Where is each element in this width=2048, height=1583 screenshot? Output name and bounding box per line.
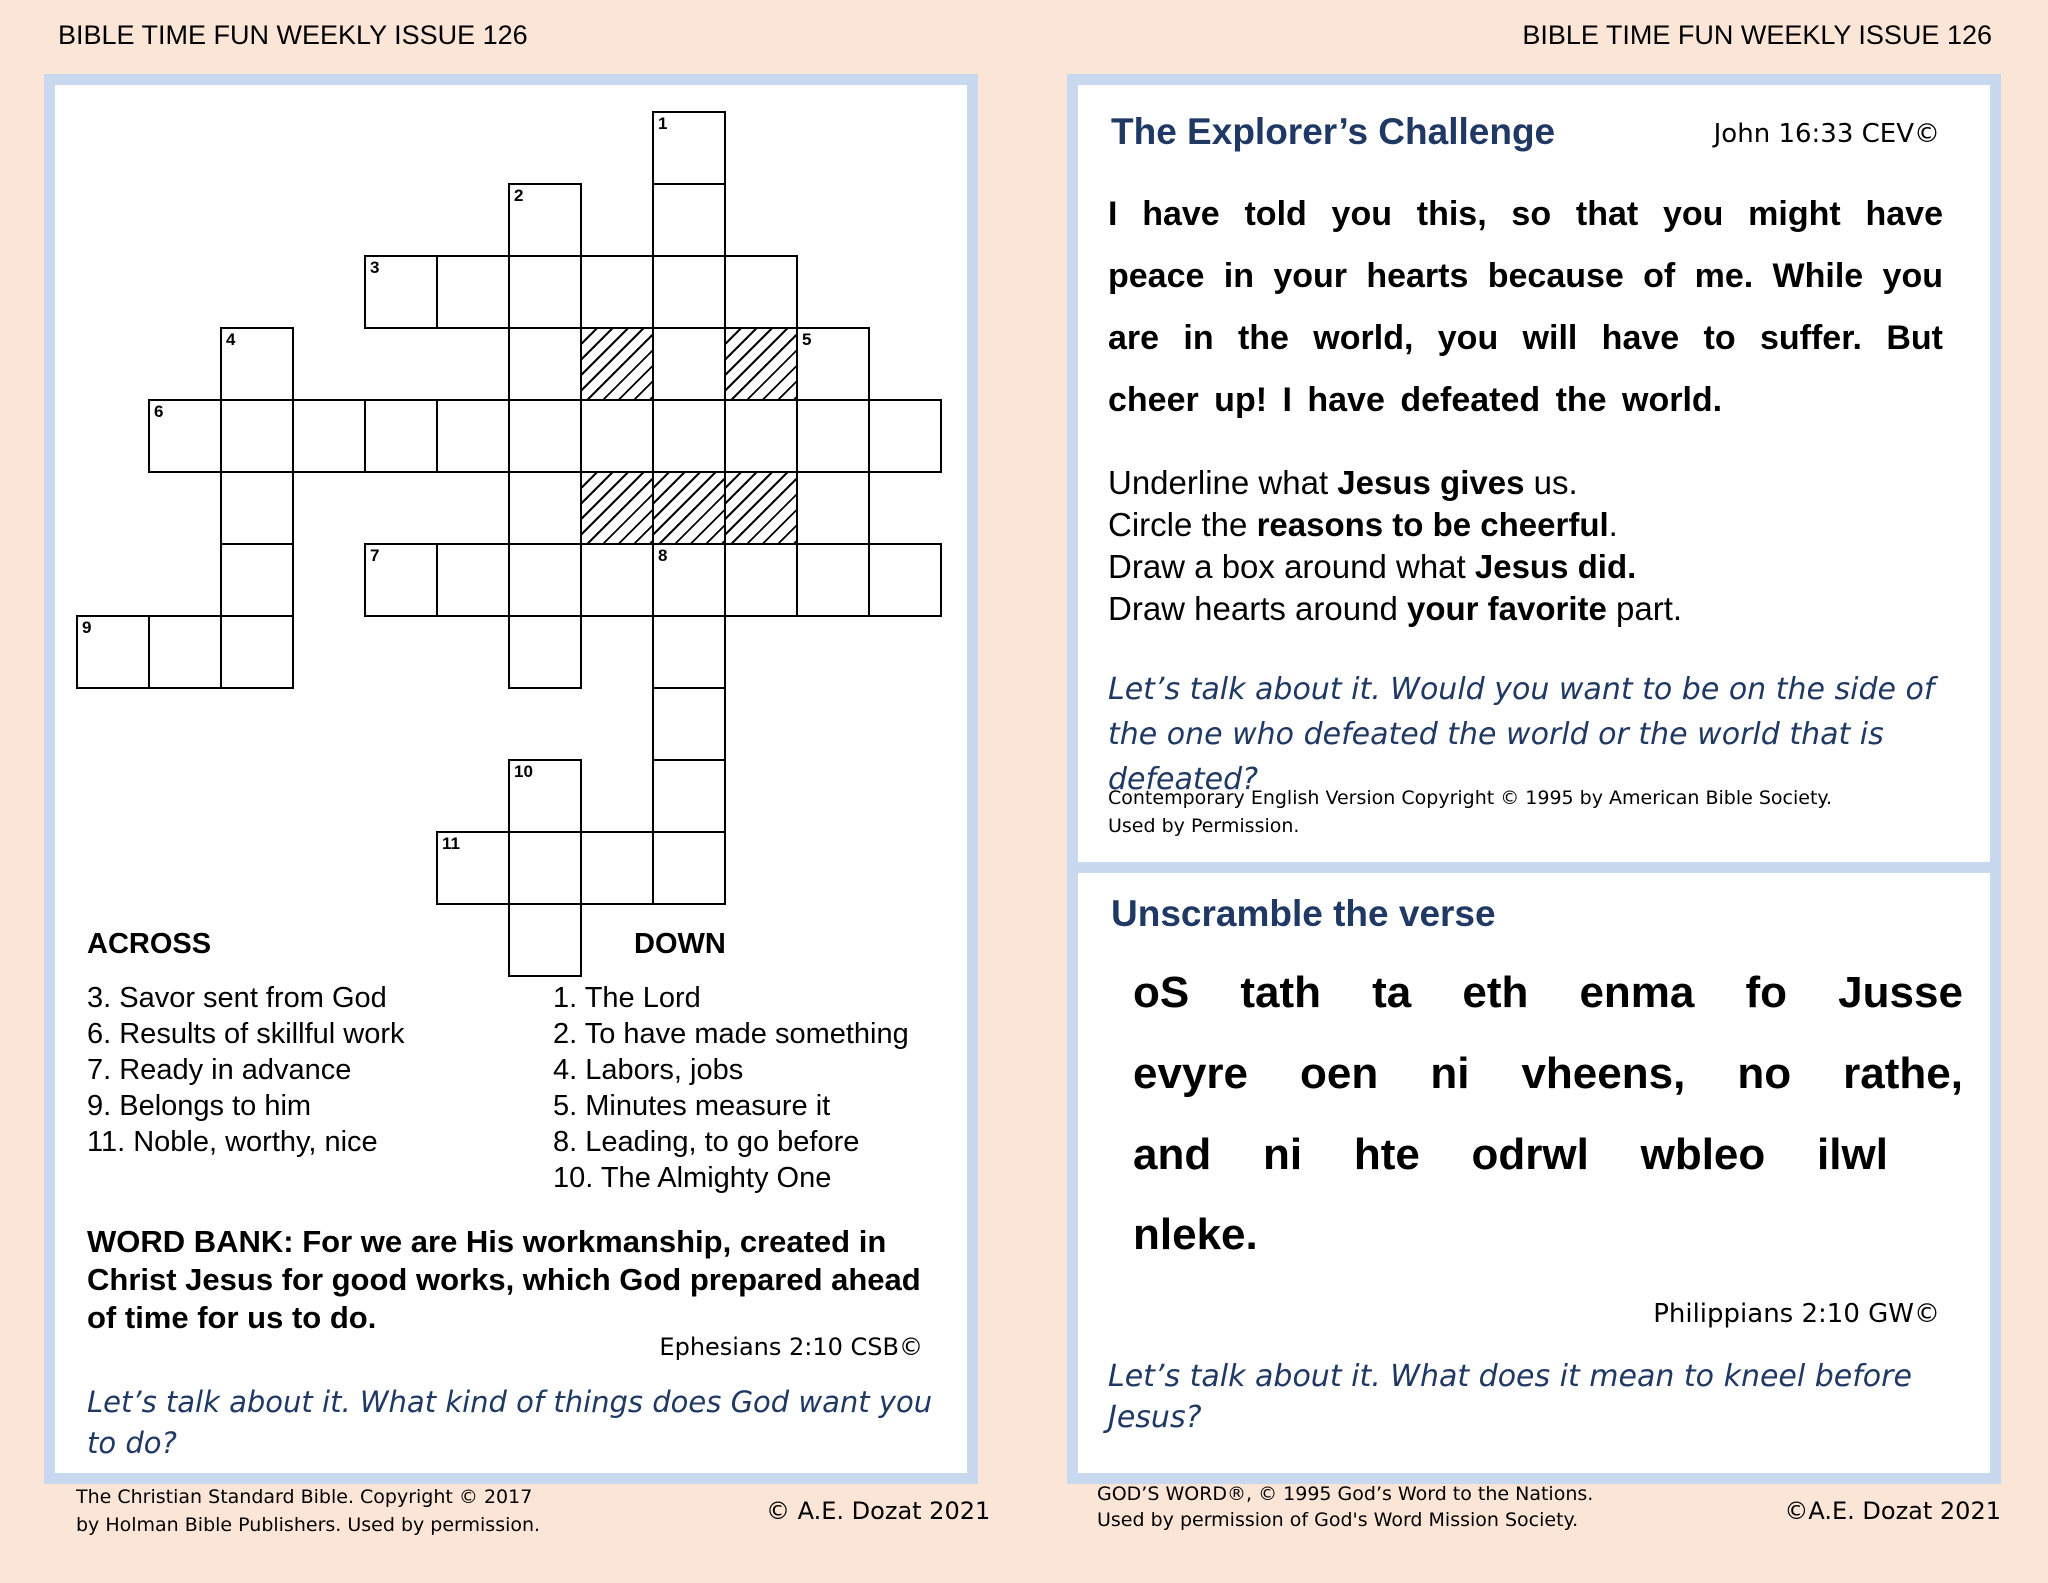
gw-copyright bbox=[1097, 1481, 1593, 1533]
scrambled-word: ni bbox=[1430, 1049, 1470, 1098]
cev-copyright-line2: Used by Permission. bbox=[1108, 815, 1300, 837]
scrambled-word: ilwl bbox=[1817, 1130, 1888, 1179]
clue-number: 5 bbox=[802, 330, 812, 349]
explorer-title: The Explorer’s Challenge bbox=[1111, 111, 1556, 152]
clue-number: 9 bbox=[82, 618, 92, 637]
explorer-instructions bbox=[1108, 462, 1968, 630]
unscramble-title: Unscramble the verse bbox=[1111, 893, 1496, 934]
crossword-cell[interactable] bbox=[652, 183, 726, 257]
crossword-cell[interactable] bbox=[796, 399, 870, 473]
crossword-cell[interactable] bbox=[508, 903, 582, 977]
crossword-cell[interactable] bbox=[652, 327, 726, 401]
author-copyright-left: © A.E. Dozat 2021 bbox=[766, 1497, 991, 1525]
crossword-cell[interactable] bbox=[580, 543, 654, 617]
crossword-cell[interactable] bbox=[652, 759, 726, 833]
crossword-cell[interactable] bbox=[220, 327, 294, 401]
instruction-emphasis: Jesus did. bbox=[1474, 548, 1637, 585]
crossword-cell[interactable] bbox=[148, 615, 222, 689]
scrambled-word: enma bbox=[1579, 968, 1695, 1017]
csb-copyright-line2: by Holman Bible Publishers. Used by permission. bbox=[76, 1514, 541, 1536]
csb-copyright-line1: The Christian Standard Bible. Copyright © 2017 bbox=[76, 1486, 533, 1508]
unscramble-panel bbox=[1067, 862, 2001, 1484]
clue-number: 10 bbox=[514, 762, 533, 781]
across-clue: 11. Noble, worthy, nice bbox=[87, 1126, 378, 1158]
crossword-cell[interactable] bbox=[292, 399, 366, 473]
crossword-cell[interactable] bbox=[796, 471, 870, 545]
instruction-text: us. bbox=[1524, 464, 1578, 501]
crossword-cell[interactable] bbox=[220, 543, 294, 617]
instruction-text: Draw a box around what bbox=[1108, 548, 1475, 585]
crossword-cell[interactable] bbox=[652, 111, 726, 185]
scrambled-word: hte bbox=[1353, 1130, 1420, 1179]
crossword-talk-prompt: Let’s talk about it. What kind of things does God want you to do? bbox=[87, 1385, 933, 1460]
crossword-cell[interactable] bbox=[652, 255, 726, 329]
scrambled-word: Jusse bbox=[1838, 968, 1963, 1017]
crossword-cell[interactable] bbox=[436, 543, 510, 617]
explorer-panel bbox=[1067, 74, 2001, 874]
shaded-cell bbox=[580, 327, 654, 401]
crossword-cell[interactable] bbox=[508, 615, 582, 689]
crossword-cell[interactable] bbox=[364, 255, 438, 329]
instruction-line bbox=[1108, 462, 1968, 504]
shaded-cell bbox=[724, 327, 798, 401]
crossword-cell[interactable] bbox=[220, 471, 294, 545]
crossword-cell[interactable] bbox=[652, 615, 726, 689]
instruction-text: Underline what bbox=[1108, 464, 1338, 501]
crossword-cell[interactable] bbox=[868, 543, 942, 617]
clue-number: 3 bbox=[370, 258, 380, 277]
scrambled-word: rathe, bbox=[1843, 1049, 1963, 1098]
crossword-cell[interactable] bbox=[508, 255, 582, 329]
instruction-emphasis: Jesus gives bbox=[1337, 464, 1525, 501]
scrambled-verse bbox=[1133, 873, 1963, 1273]
scrambled-word: tath bbox=[1240, 968, 1321, 1017]
clue-number: 11 bbox=[442, 834, 460, 853]
word-bank: WORD BANK: For we are His workmanship, created in Christ Jesus for good works, which God prepared ahead of time for us to do. bbox=[87, 1224, 921, 1335]
crossword-cell[interactable] bbox=[652, 399, 726, 473]
crossword-cell[interactable] bbox=[724, 255, 798, 329]
crossword-cell[interactable] bbox=[724, 399, 798, 473]
scrambled-word: no bbox=[1737, 1049, 1792, 1098]
down-clues bbox=[553, 980, 909, 1196]
instruction-emphasis: reasons to be cheerful bbox=[1256, 506, 1609, 543]
instruction-line bbox=[1108, 504, 1968, 546]
scrambled-word: nleke. bbox=[1133, 1210, 1258, 1259]
down-heading: DOWN bbox=[634, 928, 726, 960]
crossword-cell[interactable] bbox=[796, 543, 870, 617]
instruction-line bbox=[1108, 588, 1968, 630]
issue-header-left: BIBLE TIME FUN WEEKLY ISSUE 126 bbox=[58, 20, 528, 50]
john-verse: I have told you this, so that you might have peace in your hearts because of me. While you are in the world, you will have to suffer. But cheer up! I have defeated the world. bbox=[1108, 195, 1943, 419]
crossword-cell[interactable] bbox=[508, 399, 582, 473]
crossword-cell[interactable] bbox=[580, 399, 654, 473]
gw-copyright-line2: Used by permission of God's Word Mission Society. bbox=[1097, 1509, 1579, 1531]
scrambled-word: oen bbox=[1300, 1049, 1379, 1098]
clue-number: 1 bbox=[658, 114, 668, 133]
crossword-cell[interactable] bbox=[508, 471, 582, 545]
crossword-cell[interactable] bbox=[508, 759, 582, 833]
clue-number: 6 bbox=[154, 402, 164, 421]
clue-number: 4 bbox=[226, 330, 236, 349]
crossword-panel bbox=[44, 74, 978, 1484]
across-clue: 6. Results of skillful work bbox=[87, 1018, 405, 1050]
clue-number: 8 bbox=[658, 546, 668, 565]
shaded-cell bbox=[652, 471, 726, 545]
crossword-cell[interactable] bbox=[508, 183, 582, 257]
crossword-cell[interactable] bbox=[436, 255, 510, 329]
instruction-text: part. bbox=[1606, 590, 1683, 627]
clue-number: 2 bbox=[514, 186, 524, 205]
john-reference: John 16:33 CEV© bbox=[1713, 119, 1940, 149]
cev-copyright-line1: Contemporary English Version Copyright © 1995 by American Bible Society. bbox=[1108, 787, 1832, 809]
crossword-cell[interactable] bbox=[652, 543, 726, 617]
scrambled-line bbox=[1133, 1130, 1888, 1180]
crossword-grid bbox=[55, 85, 967, 985]
instruction-line bbox=[1108, 546, 1968, 588]
down-clue: 10. The Almighty One bbox=[553, 1162, 832, 1194]
scrambled-word: ta bbox=[1372, 968, 1412, 1017]
down-clue: 8. Leading, to go before bbox=[553, 1126, 860, 1158]
scrambled-word: and bbox=[1133, 1130, 1212, 1179]
scrambled-word: wbleo bbox=[1640, 1130, 1766, 1179]
instruction-text: Circle the bbox=[1108, 506, 1257, 543]
crossword-cell[interactable] bbox=[508, 543, 582, 617]
crossword-cell[interactable] bbox=[148, 399, 222, 473]
instruction-text: Draw hearts around bbox=[1108, 590, 1407, 627]
crossword-cell[interactable] bbox=[220, 399, 294, 473]
crossword-cell[interactable] bbox=[580, 831, 654, 905]
across-heading: ACROSS bbox=[87, 928, 212, 960]
down-clue: 5. Minutes measure it bbox=[553, 1090, 831, 1122]
scrambled-word: eth bbox=[1462, 968, 1529, 1017]
ephesians-reference: Ephesians 2:10 CSB© bbox=[659, 1333, 923, 1361]
crossword-cell[interactable] bbox=[508, 831, 582, 905]
scrambled-word: vheens, bbox=[1521, 1049, 1686, 1098]
shaded-cell bbox=[724, 471, 798, 545]
across-clue: 7. Ready in advance bbox=[87, 1054, 352, 1086]
down-clue: 2. To have made something bbox=[553, 1018, 909, 1050]
scrambled-word: fo bbox=[1745, 968, 1788, 1017]
instruction-emphasis: your favorite bbox=[1406, 590, 1607, 627]
scrambled-word: ni bbox=[1262, 1130, 1303, 1179]
crossword-cell[interactable] bbox=[436, 399, 510, 473]
down-clue: 4. Labors, jobs bbox=[553, 1054, 744, 1086]
philippians-reference: Philippians 2:10 GW© bbox=[1653, 1299, 1940, 1329]
instruction-text: . bbox=[1608, 506, 1618, 543]
explorer-talk-prompt: Let’s talk about it. Would you want to be on the side of the one who defeated the world or the world that is defeated? bbox=[1108, 672, 1935, 797]
shaded-cell bbox=[580, 471, 654, 545]
clue-number: 7 bbox=[370, 546, 380, 565]
crossword-cell[interactable] bbox=[652, 687, 726, 761]
crossword-cell[interactable] bbox=[580, 255, 654, 329]
scrambled-word: evyre bbox=[1133, 1049, 1249, 1098]
crossword-cell[interactable] bbox=[436, 831, 510, 905]
author-copyright-right: ©A.E. Dozat 2021 bbox=[1784, 1497, 2001, 1525]
crossword-cell[interactable] bbox=[796, 327, 870, 401]
issue-header-right: BIBLE TIME FUN WEEKLY ISSUE 126 bbox=[1522, 20, 1992, 50]
scrambled-word: oS bbox=[1133, 968, 1190, 1017]
crossword-cell[interactable] bbox=[724, 543, 798, 617]
across-clue: 3. Savor sent from God bbox=[87, 982, 387, 1014]
across-clue: 9. Belongs to him bbox=[87, 1090, 312, 1122]
crossword-cell[interactable] bbox=[76, 615, 150, 689]
crossword-cell[interactable] bbox=[364, 543, 438, 617]
crossword-cell[interactable] bbox=[652, 831, 726, 905]
unscramble-talk-prompt: Let’s talk about it. What does it mean to kneel before Jesus? bbox=[1108, 1359, 1912, 1435]
scrambled-line bbox=[1133, 968, 1963, 1018]
csb-copyright bbox=[76, 1483, 540, 1539]
gw-copyright-line1: GOD’S WORD®, © 1995 God’s Word to the Nations. bbox=[1097, 1483, 1594, 1505]
scrambled-line bbox=[1133, 1210, 1963, 1260]
scrambled-word: odrwl bbox=[1471, 1130, 1589, 1179]
crossword-cell[interactable] bbox=[220, 615, 294, 689]
down-clue: 1. The Lord bbox=[553, 982, 701, 1014]
scrambled-line bbox=[1133, 1049, 1963, 1099]
cev-copyright bbox=[1108, 784, 1832, 840]
crossword-cell[interactable] bbox=[868, 399, 942, 473]
crossword-cell[interactable] bbox=[508, 327, 582, 401]
across-clues bbox=[87, 980, 405, 1160]
crossword-cell[interactable] bbox=[364, 399, 438, 473]
